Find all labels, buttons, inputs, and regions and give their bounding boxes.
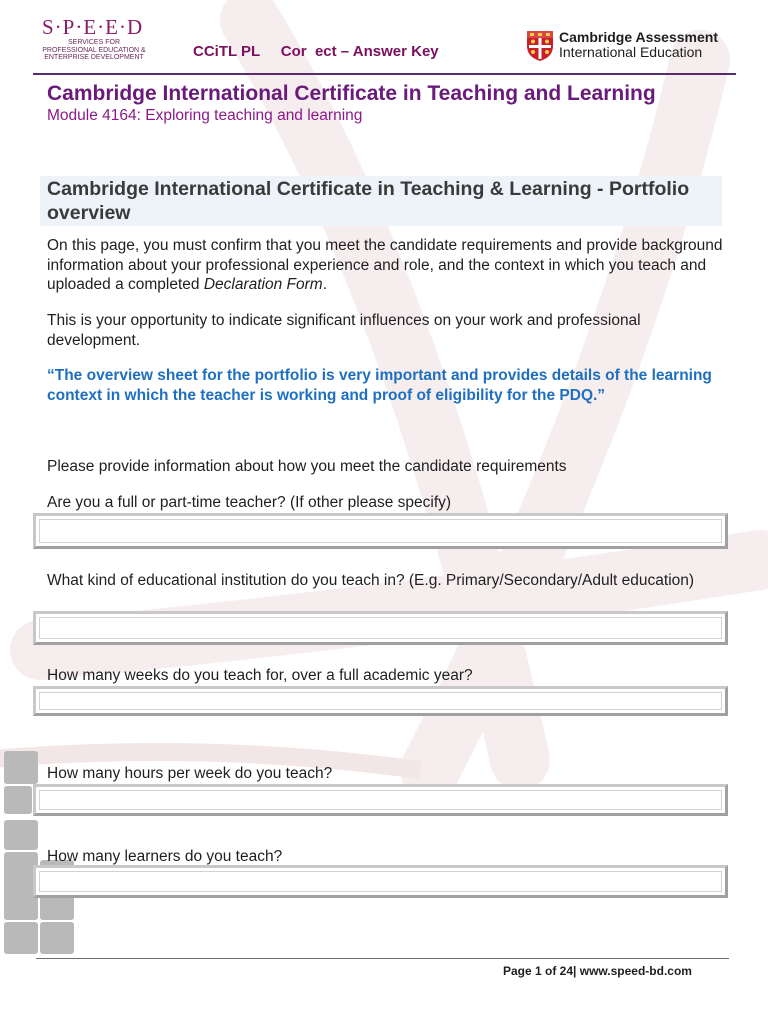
intro-text-end: . [322,276,328,293]
questions-intro: Please provide information about how you meet the candidate requirements [47,458,567,475]
cambridge-name-line1: Cambridge Assessment [559,29,718,45]
question-weeks-taught: How many weeks do you teach for, over a full academic year? [47,667,473,684]
question-teacher-type: Are you a full or part-time teacher? (If other please specify) [47,494,452,511]
answer-field-institution-type[interactable] [33,611,728,645]
answer-field-weeks-taught[interactable] [33,686,728,716]
cambridge-name-line2: International Education [559,44,703,60]
question-hours-per-week: How many hours per week do you teach? [47,765,333,782]
module-title: Module 4164: Exploring teaching and learning [47,107,363,124]
cambridge-shield-icon [526,30,554,62]
speed-logo-tagline: SERVICES FOR PROFESSIONAL EDUCATION & ENTERPRISE DEVELOPMENT [42,39,146,61]
document-tag: CCiTL PL Cor ect – Answer Key [193,43,439,60]
declaration-form-emphasis: Declaration Form [203,276,323,293]
answer-field-teacher-type[interactable] [33,513,728,549]
page-footer [503,964,692,978]
footer-separator: | [573,964,580,978]
decorative-square [40,922,74,954]
opportunity-paragraph: This is your opportunity to indicate significant influences on your work and professional development. [47,312,641,349]
decorative-square [4,786,32,814]
decorative-square [4,922,38,954]
cambridge-logo [526,30,718,62]
footer-website-link[interactable]: www.speed-bd.com [579,964,692,978]
intro-paragraph [47,236,737,295]
answer-field-inner [39,871,722,892]
question-institution-type: What kind of educational institution do you teach in? (E.g. Primary/Secondary/Adult education) [47,572,695,589]
decorative-square [4,820,38,850]
answer-field-inner [39,617,722,639]
question-learner-count: How many learners do you teach? [47,848,283,865]
overview-quote: “The overview sheet for the portfolio is very important and provides details of the learning context in which the teacher is working and proof of eligibility for the PDQ.” [47,367,712,404]
course-title: Cambridge International Certificate in Teaching and Learning [47,82,656,105]
speed-logo [42,16,148,62]
intro-text: On this page, you must confirm that you meet the candidate requirements and provide background information about your professional experience and role, and the context in which you teach and uploaded a completed [47,237,723,293]
answer-field-inner [39,790,722,810]
answer-field-inner [39,692,722,710]
footer-divider [36,958,729,959]
page-number: Page 1 of 24 [503,964,574,978]
answer-field-hours-per-week[interactable] [33,784,728,816]
answer-field-learner-count[interactable] [33,865,728,898]
decorative-square [4,751,38,784]
header-divider [33,73,736,75]
speed-logo-word: S·P·E·E·D [42,15,144,39]
section-title: Cambridge International Certificate in Teaching & Learning - Portfolio overview [47,178,690,224]
answer-field-inner [39,519,722,543]
